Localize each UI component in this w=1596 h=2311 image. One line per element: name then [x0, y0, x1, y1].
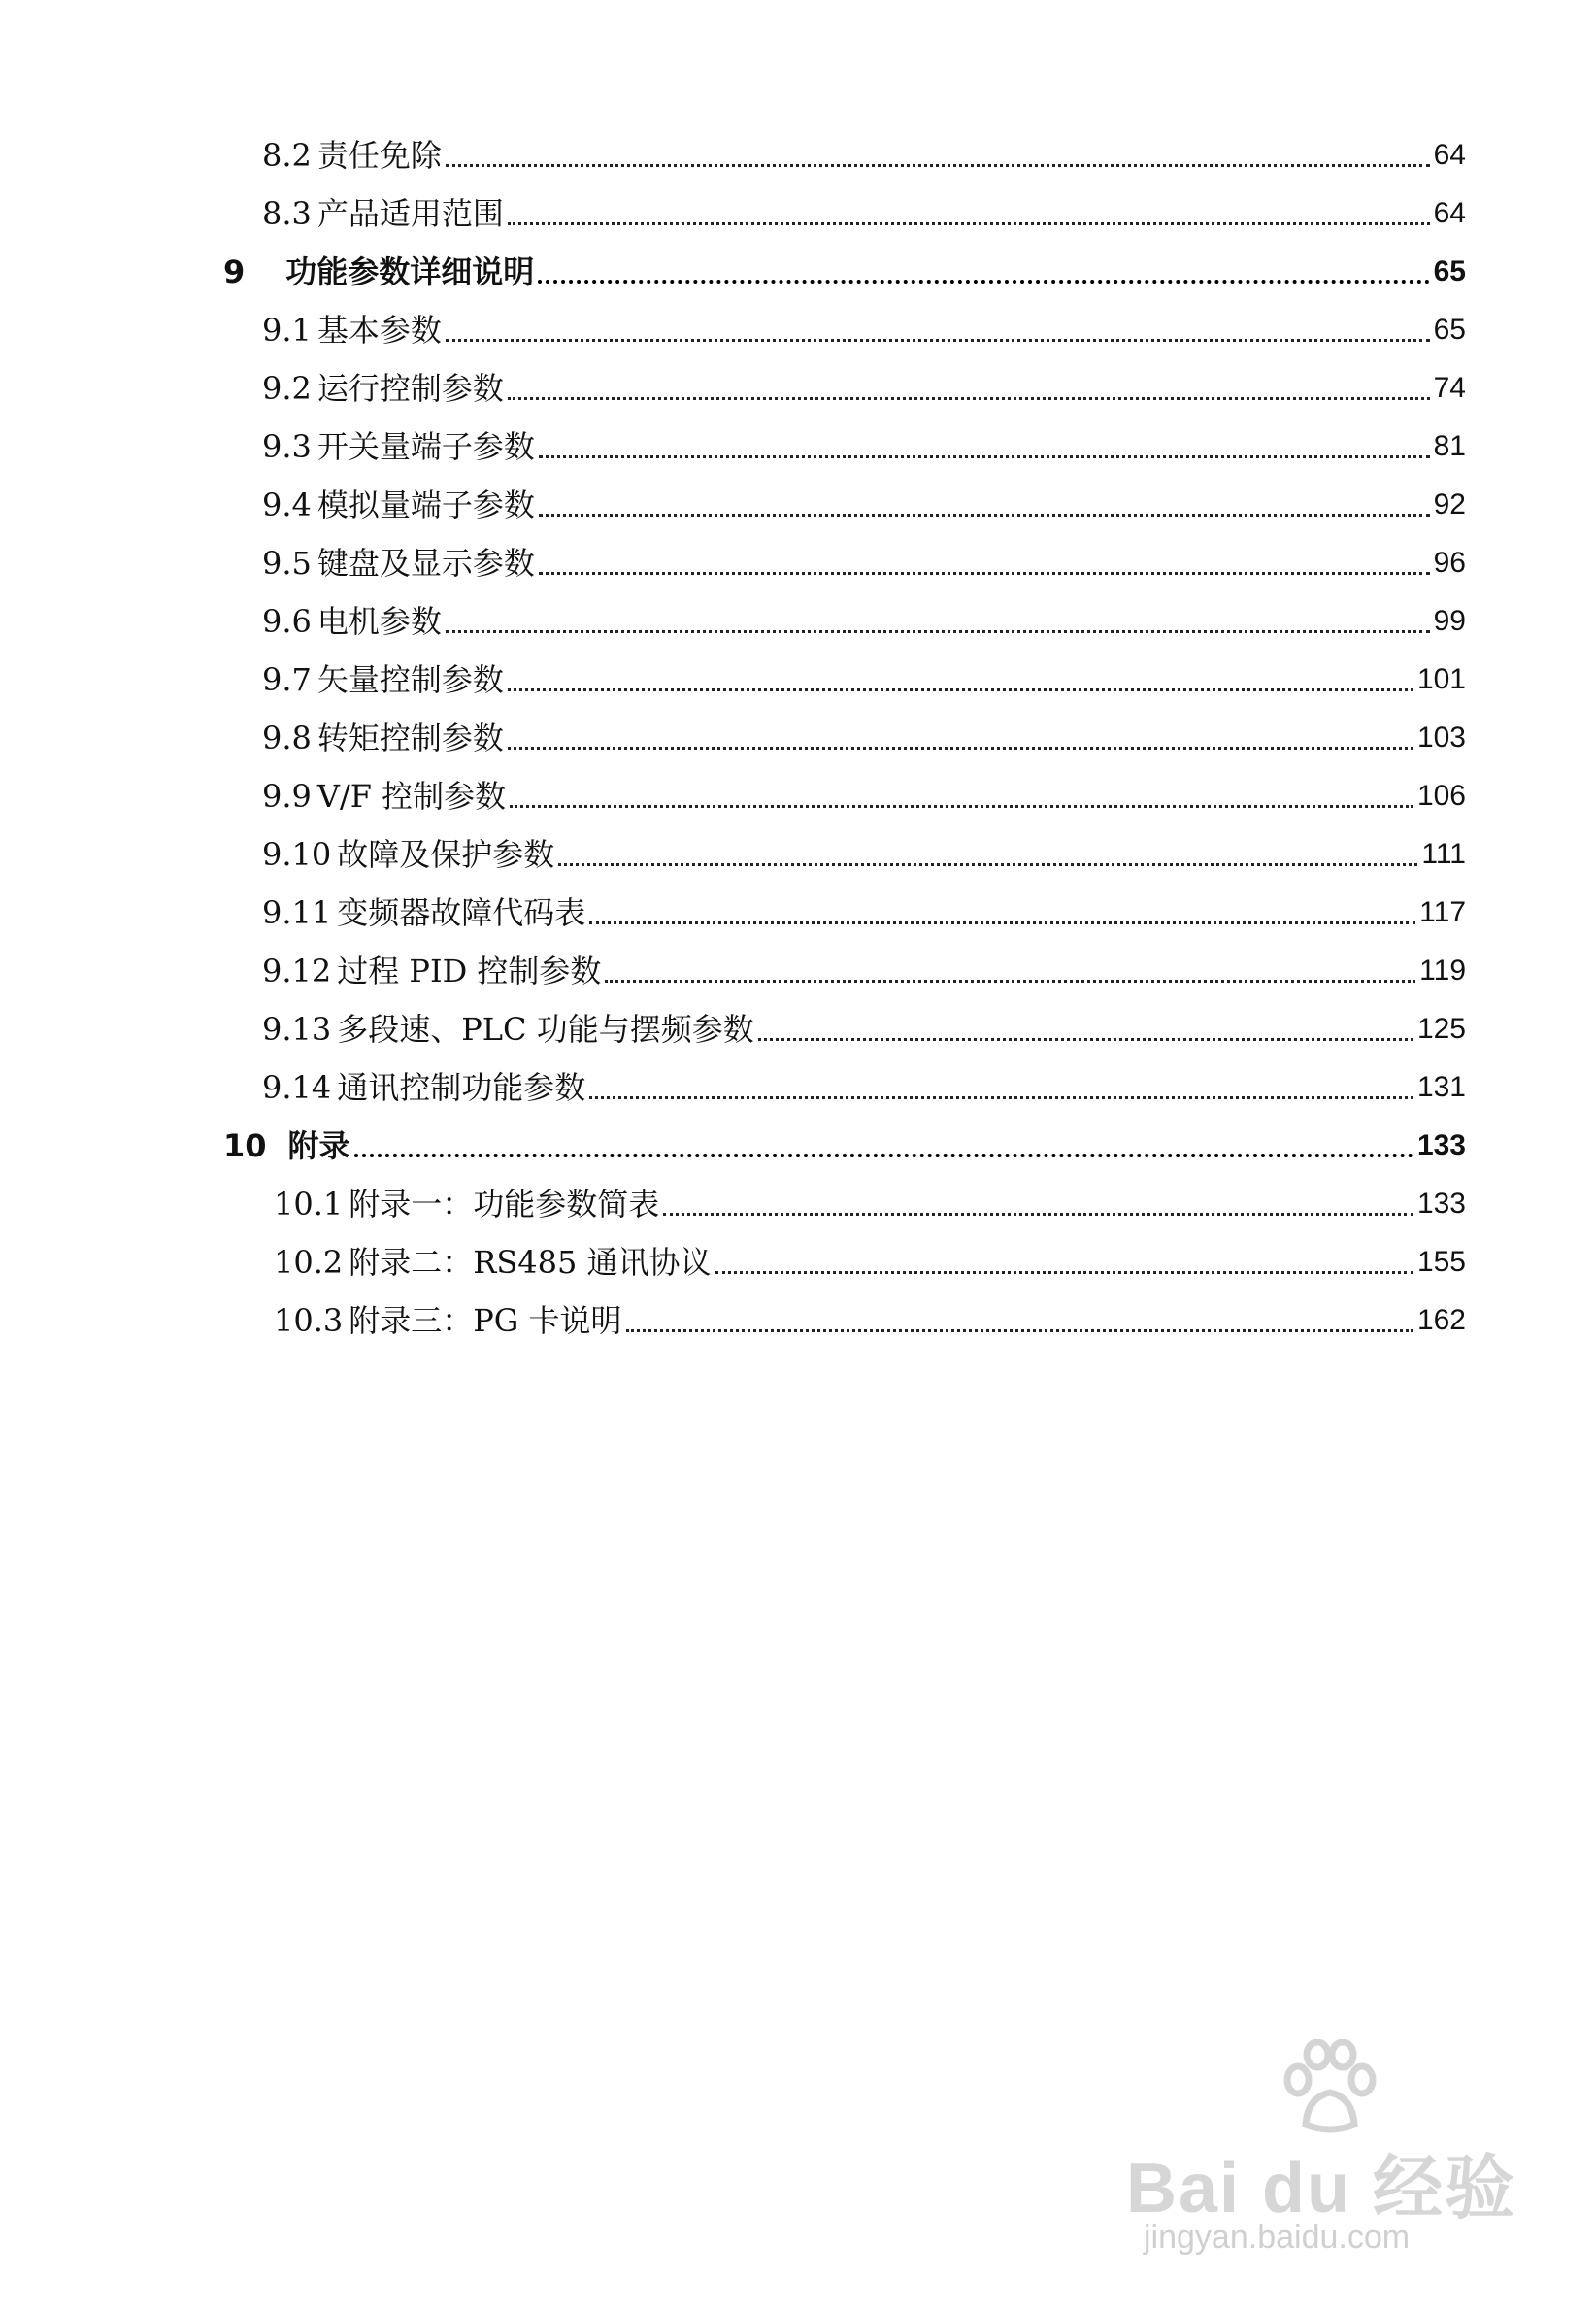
- toc-entry-page: 96: [1433, 547, 1466, 579]
- toc-entry-number: 9.3: [262, 428, 312, 465]
- toc-entry-number: 10: [223, 1127, 267, 1164]
- toc-entry-page: 64: [1433, 197, 1466, 229]
- toc-entry-page: 162: [1416, 1304, 1466, 1336]
- toc-entry-title: 附录: [287, 1127, 350, 1164]
- toc-entry-page: 125: [1416, 1013, 1466, 1045]
- toc-entry-title: 变频器故障代码表: [337, 894, 586, 931]
- toc-entry-title: 责任免除: [316, 137, 442, 174]
- toc-entry-number: 9.8: [262, 720, 312, 756]
- toc-dot-leader: [589, 1096, 1413, 1099]
- toc-entry-number: 9.13: [262, 1011, 332, 1048]
- toc-entry-page: 131: [1416, 1071, 1466, 1103]
- toc-entry[interactable]: [274, 1297, 1466, 1344]
- toc-entry[interactable]: [262, 132, 1466, 179]
- toc-entry[interactable]: [274, 1239, 1466, 1286]
- toc-entry-number: 8.2: [262, 137, 312, 174]
- toc-entry-page: 92: [1433, 488, 1466, 520]
- toc-entry-page: 65: [1433, 255, 1466, 287]
- watermark-logo: Bai du 经验: [1126, 2150, 1517, 2227]
- toc-entry-number: 10.3: [274, 1302, 344, 1339]
- toc-dot-leader: [446, 630, 1430, 633]
- toc-entry-page: 81: [1433, 430, 1466, 462]
- toc-dot-leader: [663, 1213, 1413, 1216]
- toc-entry[interactable]: [262, 889, 1466, 936]
- toc-entry-title: 附录一：功能参数简表: [349, 1186, 660, 1222]
- toc-entry-title: 基本参数: [316, 312, 442, 349]
- toc-entry-page: 64: [1433, 139, 1466, 171]
- toc-entry[interactable]: [262, 482, 1466, 528]
- toc-entry[interactable]: [262, 307, 1466, 353]
- toc-entry-title: 电机参数: [316, 603, 442, 640]
- toc-entry-page: 133: [1416, 1188, 1466, 1220]
- toc-dot-leader: [510, 805, 1413, 808]
- toc-entry-title: 通讯控制功能参数: [337, 1069, 586, 1106]
- toc-entry-page: 155: [1416, 1246, 1466, 1278]
- toc-entry-page: 111: [1421, 838, 1466, 870]
- watermark-url: jingyan.baidu.com: [1144, 2219, 1411, 2256]
- toc-entry-number: 9.7: [262, 661, 312, 698]
- toc-entry-number: 9.5: [262, 545, 312, 582]
- toc-dot-leader: [508, 688, 1413, 691]
- toc-entry-page: 106: [1416, 780, 1466, 812]
- toc-entry-title: 产品适用范围: [316, 195, 504, 232]
- toc-entry[interactable]: [274, 1181, 1466, 1227]
- toc-dot-leader: [539, 514, 1430, 517]
- toc-entry-title: 过程 PID 控制参数: [337, 953, 602, 989]
- toc-entry-title: 矢量控制参数: [316, 661, 504, 698]
- toc-entry-number: 9.6: [262, 603, 312, 640]
- toc-entry-page: 103: [1416, 721, 1466, 754]
- toc-entry-number: 9.11: [262, 894, 332, 931]
- toc-entry-title: 开关量端子参数: [316, 428, 535, 465]
- toc-entry-title: 故障及保护参数: [337, 836, 555, 873]
- baidu-jingyan-watermark: [1126, 2039, 1517, 2262]
- toc-dot-leader: [605, 980, 1415, 983]
- toc-dot-leader: [626, 1329, 1413, 1332]
- toc-entry-number: 9.9: [262, 778, 312, 815]
- toc-entry[interactable]: [262, 190, 1466, 237]
- toc-entry[interactable]: [262, 773, 1466, 820]
- toc-entry-number: 9.2: [262, 370, 312, 407]
- toc-entry[interactable]: [262, 715, 1466, 761]
- toc-entry-number: 9: [223, 253, 246, 290]
- toc-entry-page: 65: [1433, 314, 1466, 346]
- toc-entry-number: 9.14: [262, 1069, 332, 1106]
- toc-entry[interactable]: [223, 1122, 1466, 1169]
- toc-entry[interactable]: [262, 365, 1466, 412]
- toc-dot-leader: [539, 455, 1430, 458]
- toc-entry-number: 10.2: [274, 1244, 344, 1281]
- toc-entry-title: V/F 控制参数: [316, 778, 507, 815]
- toc-dot-leader: [446, 339, 1430, 342]
- toc-dot-leader: [715, 1271, 1413, 1274]
- toc-entry-title: 运行控制参数: [316, 370, 504, 407]
- toc-dot-leader: [508, 747, 1413, 750]
- toc-entry-title: 附录二：RS485 通讯协议: [349, 1244, 712, 1281]
- toc-entry-page: 99: [1433, 605, 1466, 637]
- toc-entry-number: 8.3: [262, 195, 312, 232]
- toc-entry-title: 模拟量端子参数: [316, 486, 535, 523]
- toc-dot-leader: [538, 280, 1429, 284]
- toc-entry-page: 133: [1416, 1129, 1466, 1161]
- toc-entry[interactable]: [262, 948, 1466, 994]
- toc-entry-title: 功能参数详细说明: [285, 253, 535, 290]
- toc-entry-page: 119: [1419, 955, 1466, 987]
- toc-entry-page: 117: [1419, 896, 1466, 928]
- toc-entry-number: 10.1: [274, 1186, 344, 1222]
- toc-entry-number: 9.1: [262, 312, 312, 349]
- toc-entry-title: 键盘及显示参数: [316, 545, 535, 582]
- paw-icon: [1277, 2039, 1383, 2136]
- toc-entry[interactable]: [262, 656, 1466, 703]
- toc-entry[interactable]: [262, 423, 1466, 470]
- toc-entry[interactable]: [262, 540, 1466, 586]
- toc-entry-number: 9.4: [262, 486, 312, 523]
- toc-dot-leader: [354, 1154, 1413, 1157]
- toc-entry[interactable]: [223, 249, 1466, 295]
- toc-dot-leader: [589, 921, 1415, 924]
- toc-dot-leader: [558, 863, 1417, 866]
- toc-dot-leader: [508, 397, 1430, 400]
- toc-entry-page: 101: [1416, 663, 1466, 695]
- toc-entry[interactable]: [262, 598, 1466, 645]
- toc-dot-leader: [539, 572, 1430, 575]
- toc-entry-title: 转矩控制参数: [316, 720, 504, 756]
- toc-entry-number: 9.10: [262, 836, 332, 873]
- toc-entry-number: 9.12: [262, 953, 332, 989]
- toc-dot-leader: [758, 1038, 1413, 1041]
- toc-dot-leader: [508, 222, 1430, 225]
- toc-entry[interactable]: [262, 831, 1466, 878]
- toc-entry-title: 附录三：PG 卡说明: [349, 1302, 622, 1339]
- toc-entry[interactable]: [262, 1006, 1466, 1053]
- toc-entry[interactable]: [262, 1064, 1466, 1111]
- toc-dot-leader: [446, 164, 1430, 167]
- toc-entry-title: 多段速、PLC 功能与摆频参数: [337, 1011, 754, 1048]
- toc-entry-page: 74: [1433, 372, 1466, 404]
